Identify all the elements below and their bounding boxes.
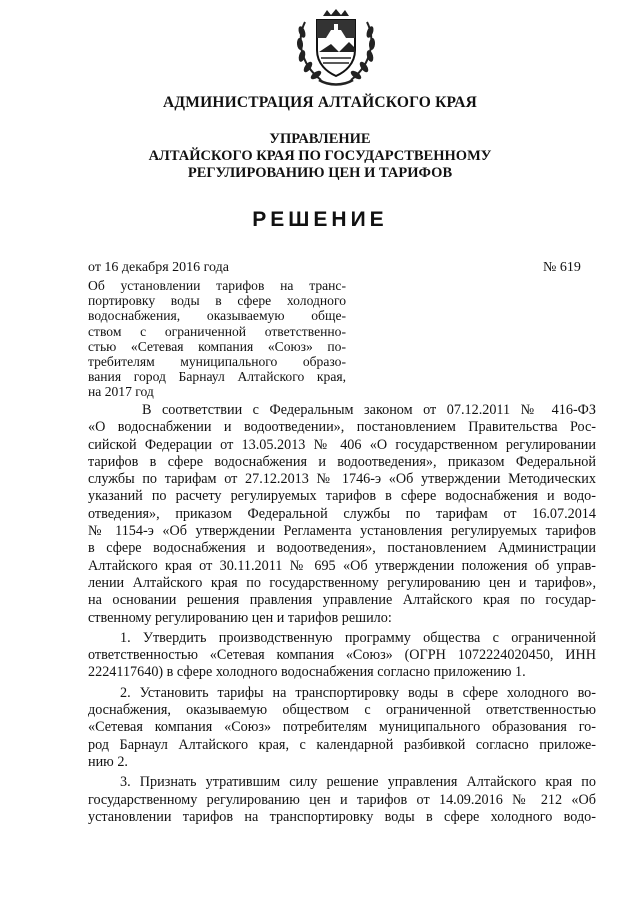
body-line: «Сетевая компания «Союз» потребителям муниципального образования го- [88,719,596,736]
item-1-paragraph [88,630,596,682]
body-line: на основании решения правления управление Алтайского края по государ- [88,592,596,609]
subject-line: на 2017 год [88,384,154,400]
subject-line: вания город Барнаул Алтайского края, [88,369,346,385]
document-number: № 619 [543,260,581,275]
coat-of-arms-icon [293,8,379,90]
body-line: указаний по расчету регулируемых тарифов в сфере водоснабжения и водо- [88,488,596,505]
document-subject [88,278,346,400]
subject-line: Об установлении тарифов на транс- [88,278,346,293]
body-line: № 1154-э «Об утверждении Регламента установления регулируемых тарифов [88,523,596,540]
body-line: род Барнаул Алтайского края, с календарной разбивкой согласно приложе- [88,736,596,753]
department-line: УПРАВЛЕНИЕ [269,131,371,147]
body-line: тарифов в сфере водоснабжения и водоотведения», приказом Федеральной [88,453,596,470]
body-line: 2224117640) в сфере холодного водоснабжения согласно приложению 1. [88,664,526,681]
body-line: В соответствии с Федеральным законом от 07.12.2011 № 416-ФЗ [142,402,596,418]
body-line: установлении тарифов на транспортировку воды в сфере холодного водо- [88,808,596,825]
body-line: службы по тарифам от 27.12.2013 № 1746-э «Об утверждении Методических [88,471,596,488]
document-type-title: РЕШЕНИЕ [252,208,388,231]
department-line: РЕГУЛИРОВАНИЮ ЦЕН И ТАРИФОВ [187,165,453,181]
department-line: АЛТАЙСКОГО КРАЯ ПО ГОСУДАРСТВЕННОМУ [148,148,492,164]
administration-title: АДМИНИСТРАЦИЯ АЛТАЙСКОГО КРАЯ [162,94,478,111]
body-line: «О водоснабжении и водоотведении», постановлением Правительства Рос- [88,419,596,436]
body-line: в сфере водоснабжения и водоотведения», постановлением Администрации [88,540,596,557]
subject-line: требителям муниципального образо- [88,354,346,370]
body-line: отведения», приказом Федеральной службы по тарифам от 16.07.2014 [88,505,596,522]
body-line: ственному регулированию цен и тарифов решило: [88,609,392,626]
body-line: лении Алтайского края по государственному регулированию цен и тарифов», [88,574,596,591]
subject-line: водоснабжения, оказываемую обще- [88,308,346,324]
subject-line: стью «Сетевая компания «Союз» по- [88,338,346,354]
body-line: сийской Федерации от 13.05.2013 № 406 «О государственном регулировании [88,436,596,453]
document-date: от 16 декабря 2016 года [88,260,229,275]
subject-line: ством с ограниченной ответственно- [88,323,346,339]
item-2-paragraph [88,685,596,771]
subject-line: портировку воды в сфере холодного [88,293,346,309]
body-line: 1. Утвердить производственную программу общества с ограниченной [120,629,596,646]
department-title [0,131,640,182]
preamble-paragraph [88,402,596,627]
body-line: Алтайского края от 30.11.2011 № 695 «Об утверждении положения об управ- [88,557,596,574]
body-line: нию 2. [88,753,128,770]
item-3-paragraph [88,774,596,826]
body-line: доснабжения, оказываемую обществом с ограниченной ответственностью [88,702,596,719]
document-body [88,402,596,826]
body-line: 2. Установить тарифы на транспортировку воды в сфере холодного во- [120,684,596,701]
body-line: государственному регулированию цен и тарифов от 14.09.2016 № 212 «Об [88,791,596,808]
body-line: ответственностью «Сетевая компания «Союз» (ОГРН 1072224020450, ИНН [88,647,596,664]
body-line: 3. Признать утратившим силу решение управления Алтайского края по [120,774,596,791]
